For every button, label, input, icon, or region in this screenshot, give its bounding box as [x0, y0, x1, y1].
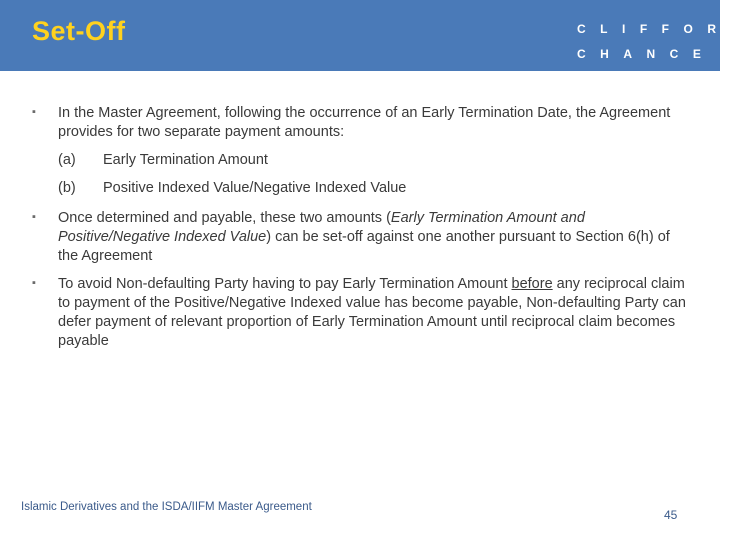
clifford-chance-logo [577, 17, 754, 67]
bullet-text-3-underline: before [511, 276, 553, 292]
bullet-text-2-italic: Early Termination Amount and Positive/Negative Indexed Value [58, 210, 585, 245]
bullet-text-3a: To avoid Non-defaulting Party having to pay Early Termination Amount [58, 276, 512, 292]
sub-item-b [32, 179, 692, 198]
slide-body [32, 104, 692, 351]
header-banner [0, 0, 754, 71]
footer-text: Islamic Derivatives and the ISDA/IIFM Master Agreement [21, 501, 312, 513]
bullet-text-2a: Once determined and payable, these two amounts ( [58, 210, 391, 226]
square-bullet-icon: ▪ [32, 277, 36, 289]
slide-title: Set-Off [32, 16, 126, 46]
square-bullet-icon: ▪ [32, 211, 36, 223]
sub-item-a [32, 151, 692, 170]
bullet-item-1 [32, 104, 692, 142]
bullet-text-2b: ) can be set-off against one another pursuant to Section 6(h) of the Agreement [58, 229, 670, 264]
page-number: 45 [664, 508, 678, 522]
logo-line-2: CHANCE [577, 47, 716, 61]
bullet-text-1: In the Master Agreement, following the occurrence of an Early Termination Date, the Agreement provides for two separate payment amounts: [58, 105, 671, 140]
sub-item-number: (a) [58, 152, 76, 168]
bullet-item-3 [32, 275, 692, 351]
logo-line-1: CLIFFORD [577, 22, 754, 36]
square-bullet-icon: ▪ [32, 106, 36, 118]
sub-item-text: Positive Indexed Value/Negative Indexed Value [103, 180, 407, 196]
sub-item-text: Early Termination Amount [103, 152, 268, 168]
bullet-text-3b: any reciprocal claim to payment of the Positive/Negative Indexed value has become payable, Non-defaulting Party can defer payment of relevant proportion of Early Termination Amount until reciprocal claim becomes payable [58, 276, 686, 349]
bullet-item-2 [32, 209, 692, 266]
sub-item-number: (b) [58, 180, 76, 196]
